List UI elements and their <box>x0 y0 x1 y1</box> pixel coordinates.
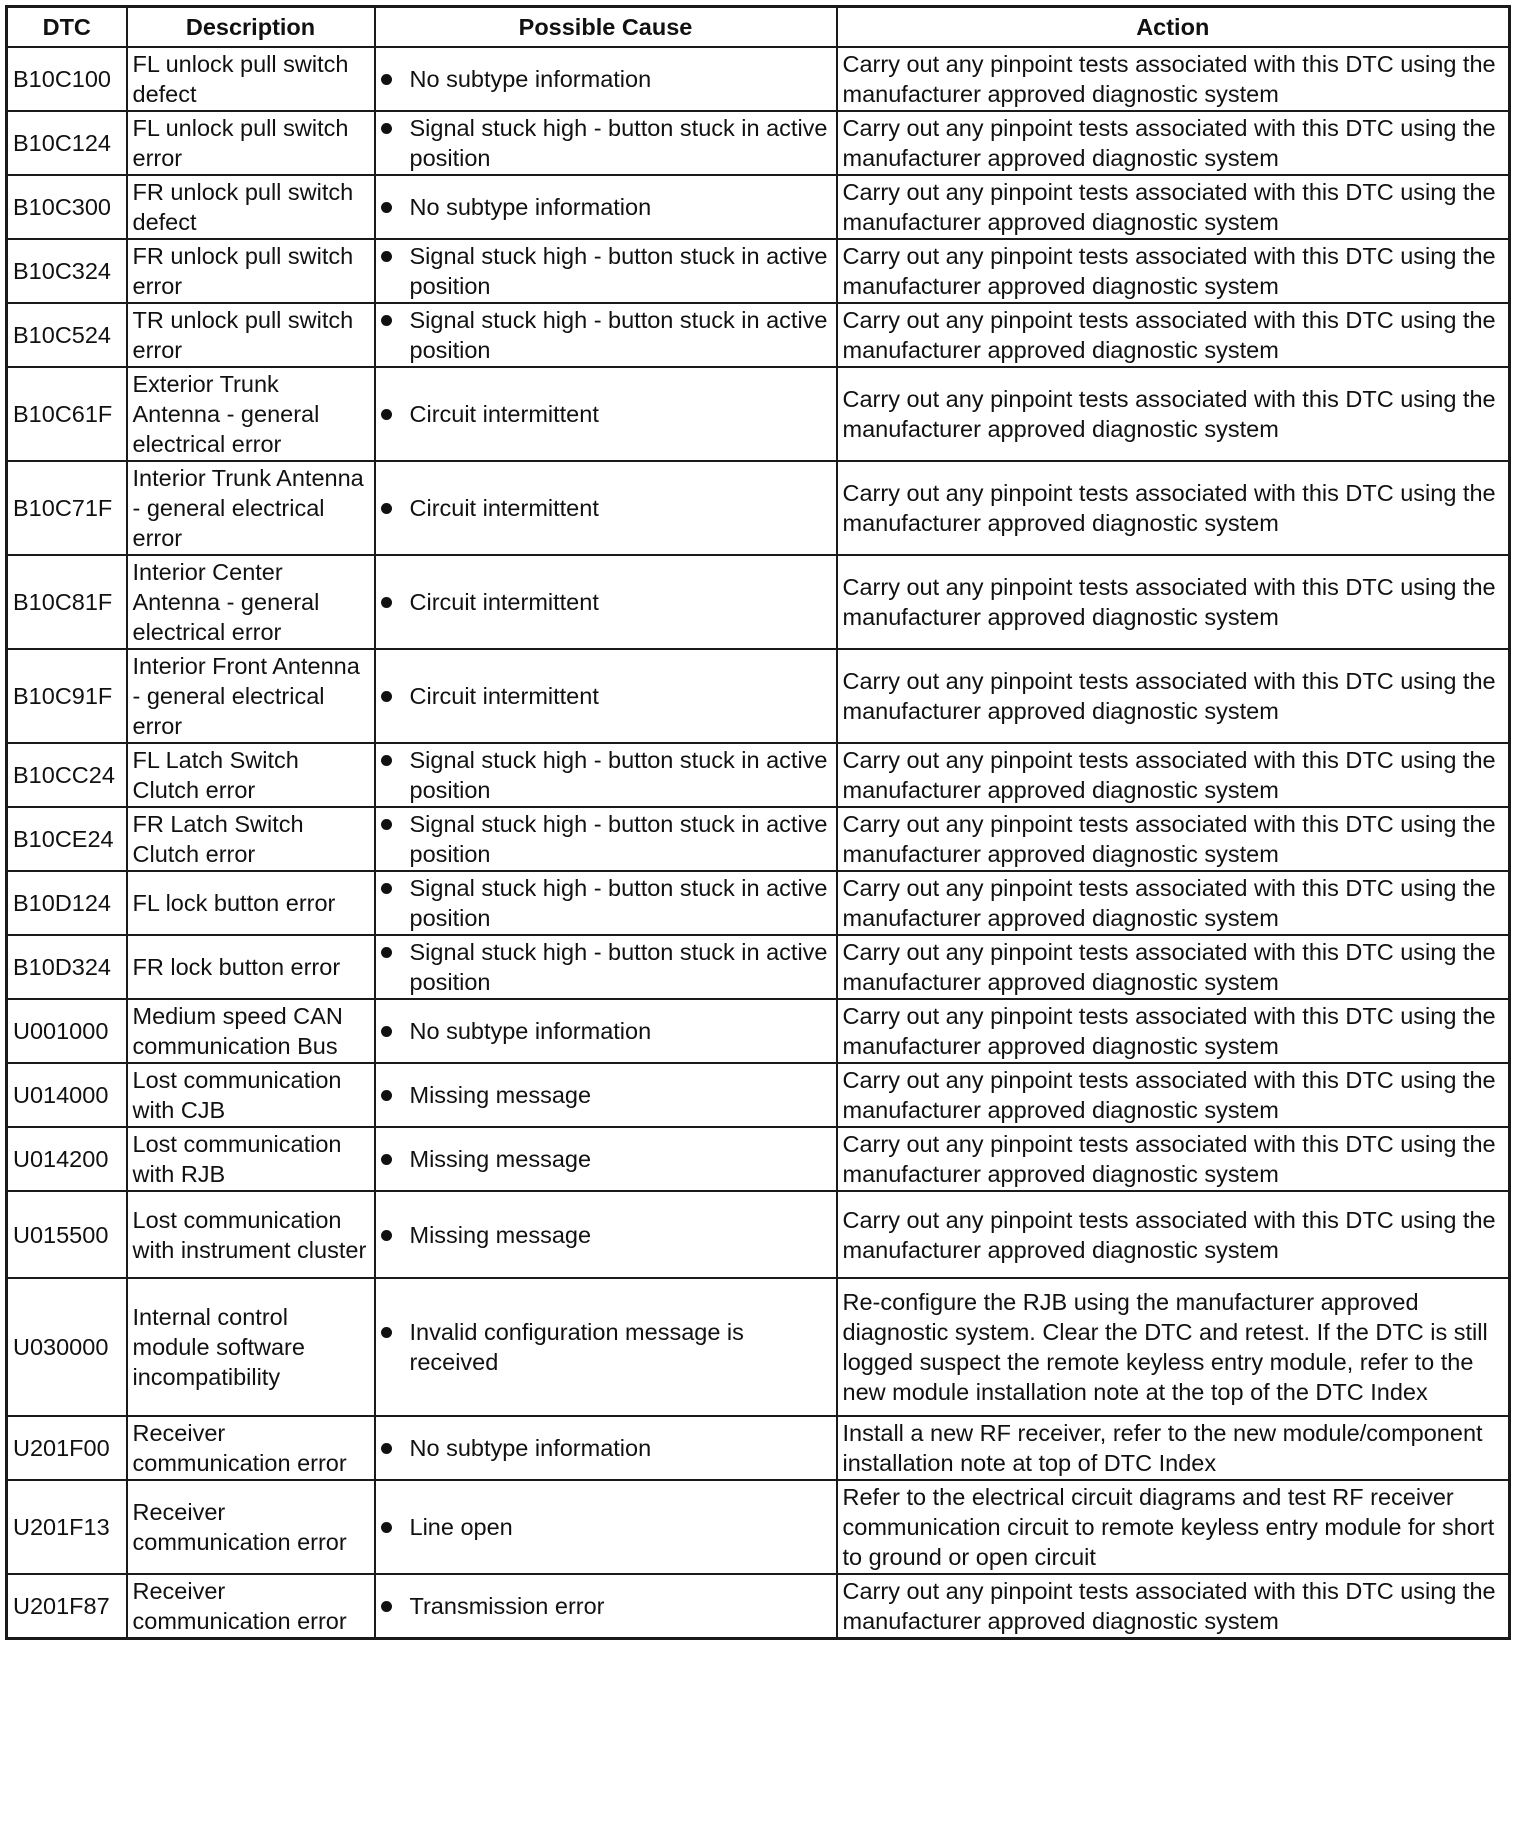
action-text: Carry out any pinpoint tests associated with this DTC using the manufacturer approved diagnostic system <box>837 111 1510 175</box>
table-row <box>7 239 1510 303</box>
action-text: Carry out any pinpoint tests associated with this DTC using the manufacturer approved diagnostic system <box>837 1574 1510 1639</box>
dtc-code: B10C300 <box>7 175 127 239</box>
bullet-icon <box>381 883 392 894</box>
dtc-code: B10CC24 <box>7 743 127 807</box>
possible-cause <box>375 367 837 461</box>
table-row <box>7 935 1510 999</box>
table-row <box>7 1063 1510 1127</box>
action-text: Carry out any pinpoint tests associated with this DTC using the manufacturer approved diagnostic system <box>837 47 1510 111</box>
table-row <box>7 1278 1510 1416</box>
bullet-icon <box>381 1090 392 1101</box>
possible-cause <box>375 1480 837 1574</box>
possible-cause <box>375 111 837 175</box>
dtc-code: B10C524 <box>7 303 127 367</box>
bullet-icon <box>381 1026 392 1037</box>
action-text: Refer to the electrical circuit diagrams and test RF receiver communication circuit to remote keyless entry module for short to ground or open circuit <box>837 1480 1510 1574</box>
bullet-icon <box>381 1230 392 1241</box>
bullet-icon <box>381 947 392 958</box>
possible-cause-text: Circuit intermittent <box>409 401 599 427</box>
action-text: Carry out any pinpoint tests associated with this DTC using the manufacturer approved diagnostic system <box>837 999 1510 1063</box>
bullet-icon <box>381 597 392 608</box>
table-row <box>7 999 1510 1063</box>
possible-cause-text: Signal stuck high - button stuck in active position <box>409 115 828 171</box>
possible-cause-text: Signal stuck high - button stuck in active position <box>409 811 828 867</box>
bullet-icon <box>381 409 392 420</box>
bullet-icon <box>381 1522 392 1533</box>
possible-cause-text: Signal stuck high - button stuck in active position <box>409 307 828 363</box>
possible-cause-text: Signal stuck high - button stuck in active position <box>409 243 828 299</box>
header-action: Action <box>837 7 1510 48</box>
dtc-description: FR unlock pull switch error <box>127 239 375 303</box>
bullet-icon <box>381 123 392 134</box>
possible-cause <box>375 935 837 999</box>
bullet-icon <box>381 1327 392 1338</box>
dtc-code: U201F00 <box>7 1416 127 1480</box>
possible-cause <box>375 807 837 871</box>
dtc-code: B10C71F <box>7 461 127 555</box>
dtc-code: U014200 <box>7 1127 127 1191</box>
dtc-description: FL Latch Switch Clutch error <box>127 743 375 807</box>
dtc-description: Lost communication with CJB <box>127 1063 375 1127</box>
possible-cause-text: No subtype information <box>409 194 652 220</box>
possible-cause <box>375 303 837 367</box>
table-row <box>7 649 1510 743</box>
bullet-icon <box>381 503 392 514</box>
possible-cause <box>375 555 837 649</box>
possible-cause-text: Line open <box>409 1514 513 1540</box>
header-possible-cause: Possible Cause <box>375 7 837 48</box>
dtc-code: B10CE24 <box>7 807 127 871</box>
possible-cause-text: Missing message <box>409 1082 592 1108</box>
bullet-icon <box>381 1154 392 1165</box>
dtc-description: FL unlock pull switch error <box>127 111 375 175</box>
dtc-description: Exterior Trunk Antenna - general electrical error <box>127 367 375 461</box>
dtc-code: B10D124 <box>7 871 127 935</box>
dtc-description: Receiver communication error <box>127 1416 375 1480</box>
dtc-code: U001000 <box>7 999 127 1063</box>
dtc-code: B10C81F <box>7 555 127 649</box>
possible-cause-text: Signal stuck high - button stuck in active position <box>409 939 828 995</box>
action-text: Carry out any pinpoint tests associated with this DTC using the manufacturer approved diagnostic system <box>837 935 1510 999</box>
table-row <box>7 743 1510 807</box>
action-text: Carry out any pinpoint tests associated with this DTC using the manufacturer approved diagnostic system <box>837 1191 1510 1278</box>
action-text: Carry out any pinpoint tests associated with this DTC using the manufacturer approved diagnostic system <box>837 743 1510 807</box>
possible-cause <box>375 1416 837 1480</box>
dtc-description: Interior Center Antenna - general electrical error <box>127 555 375 649</box>
dtc-description: TR unlock pull switch error <box>127 303 375 367</box>
action-text: Install a new RF receiver, refer to the new module/component installation note at top of DTC Index <box>837 1416 1510 1480</box>
table-row <box>7 461 1510 555</box>
possible-cause <box>375 1574 837 1639</box>
possible-cause-text: Circuit intermittent <box>409 589 599 615</box>
dtc-description: FL unlock pull switch defect <box>127 47 375 111</box>
action-text: Carry out any pinpoint tests associated with this DTC using the manufacturer approved diagnostic system <box>837 1063 1510 1127</box>
dtc-description: Internal control module software incompatibility <box>127 1278 375 1416</box>
bullet-icon <box>381 691 392 702</box>
dtc-code: B10C91F <box>7 649 127 743</box>
bullet-icon <box>381 755 392 766</box>
table-row <box>7 1127 1510 1191</box>
dtc-description: FR lock button error <box>127 935 375 999</box>
bullet-icon <box>381 315 392 326</box>
possible-cause-text: Transmission error <box>409 1593 605 1619</box>
dtc-code: B10C100 <box>7 47 127 111</box>
action-text: Carry out any pinpoint tests associated with this DTC using the manufacturer approved diagnostic system <box>837 461 1510 555</box>
bullet-icon <box>381 251 392 262</box>
table-body <box>7 47 1510 1639</box>
dtc-description: Receiver communication error <box>127 1480 375 1574</box>
dtc-description: Medium speed CAN communication Bus <box>127 999 375 1063</box>
dtc-description: Lost communication with instrument cluster <box>127 1191 375 1278</box>
possible-cause <box>375 1127 837 1191</box>
dtc-table-container <box>5 5 1511 1640</box>
table-row <box>7 175 1510 239</box>
header-dtc: DTC <box>7 7 127 48</box>
possible-cause-text: Invalid configuration message is received <box>409 1319 744 1375</box>
possible-cause-text: No subtype information <box>409 1435 652 1461</box>
action-text: Carry out any pinpoint tests associated with this DTC using the manufacturer approved diagnostic system <box>837 303 1510 367</box>
action-text: Carry out any pinpoint tests associated with this DTC using the manufacturer approved diagnostic system <box>837 367 1510 461</box>
dtc-code: U015500 <box>7 1191 127 1278</box>
dtc-code: B10C324 <box>7 239 127 303</box>
dtc-code: U201F87 <box>7 1574 127 1639</box>
action-text: Carry out any pinpoint tests associated with this DTC using the manufacturer approved diagnostic system <box>837 649 1510 743</box>
table-row <box>7 1416 1510 1480</box>
table-row <box>7 555 1510 649</box>
dtc-description: Interior Front Antenna - general electrical error <box>127 649 375 743</box>
possible-cause-text: Circuit intermittent <box>409 495 599 521</box>
dtc-description: Interior Trunk Antenna - general electrical error <box>127 461 375 555</box>
possible-cause <box>375 743 837 807</box>
dtc-description: FL lock button error <box>127 871 375 935</box>
possible-cause <box>375 871 837 935</box>
table-row <box>7 1480 1510 1574</box>
table-header-row <box>7 7 1510 48</box>
action-text: Carry out any pinpoint tests associated with this DTC using the manufacturer approved diagnostic system <box>837 871 1510 935</box>
dtc-code: U014000 <box>7 1063 127 1127</box>
bullet-icon <box>381 1443 392 1454</box>
action-text: Carry out any pinpoint tests associated with this DTC using the manufacturer approved diagnostic system <box>837 555 1510 649</box>
table-row <box>7 1574 1510 1639</box>
possible-cause-text: Missing message <box>409 1146 592 1172</box>
dtc-code: B10C61F <box>7 367 127 461</box>
header-description: Description <box>127 7 375 48</box>
possible-cause <box>375 175 837 239</box>
possible-cause <box>375 1278 837 1416</box>
dtc-description: Receiver communication error <box>127 1574 375 1639</box>
table-row <box>7 367 1510 461</box>
dtc-description: FR Latch Switch Clutch error <box>127 807 375 871</box>
possible-cause <box>375 649 837 743</box>
dtc-code: B10D324 <box>7 935 127 999</box>
possible-cause <box>375 999 837 1063</box>
possible-cause <box>375 1063 837 1127</box>
possible-cause <box>375 47 837 111</box>
action-text: Carry out any pinpoint tests associated with this DTC using the manufacturer approved diagnostic system <box>837 175 1510 239</box>
table-row <box>7 111 1510 175</box>
table-row <box>7 303 1510 367</box>
possible-cause-text: Missing message <box>409 1221 592 1248</box>
action-text: Carry out any pinpoint tests associated with this DTC using the manufacturer approved diagnostic system <box>837 239 1510 303</box>
possible-cause-text: No subtype information <box>409 66 652 92</box>
dtc-code: U201F13 <box>7 1480 127 1574</box>
bullet-icon <box>381 202 392 213</box>
dtc-code: U030000 <box>7 1278 127 1416</box>
possible-cause-text: Signal stuck high - button stuck in active position <box>409 747 828 803</box>
action-text: Carry out any pinpoint tests associated with this DTC using the manufacturer approved diagnostic system <box>837 1127 1510 1191</box>
table-row <box>7 871 1510 935</box>
possible-cause-text: Circuit intermittent <box>409 683 599 709</box>
dtc-description: Lost communication with RJB <box>127 1127 375 1191</box>
possible-cause <box>375 1191 837 1278</box>
table-row <box>7 47 1510 111</box>
action-text: Carry out any pinpoint tests associated with this DTC using the manufacturer approved diagnostic system <box>837 807 1510 871</box>
bullet-icon <box>381 74 392 85</box>
table-row <box>7 1191 1510 1278</box>
possible-cause-text: Signal stuck high - button stuck in active position <box>409 875 828 931</box>
action-text: Re-configure the RJB using the manufacturer approved diagnostic system. Clear the DTC and retest. If the DTC is still logged suspect the remote keyless entry module, refer to the new module installation note at the top of the DTC Index <box>837 1278 1510 1416</box>
possible-cause <box>375 239 837 303</box>
bullet-icon <box>381 819 392 830</box>
table-row <box>7 807 1510 871</box>
possible-cause-text: No subtype information <box>409 1018 652 1044</box>
dtc-description: FR unlock pull switch defect <box>127 175 375 239</box>
dtc-code: B10C124 <box>7 111 127 175</box>
possible-cause <box>375 461 837 555</box>
dtc-table <box>5 5 1511 1640</box>
bullet-icon <box>381 1601 392 1612</box>
